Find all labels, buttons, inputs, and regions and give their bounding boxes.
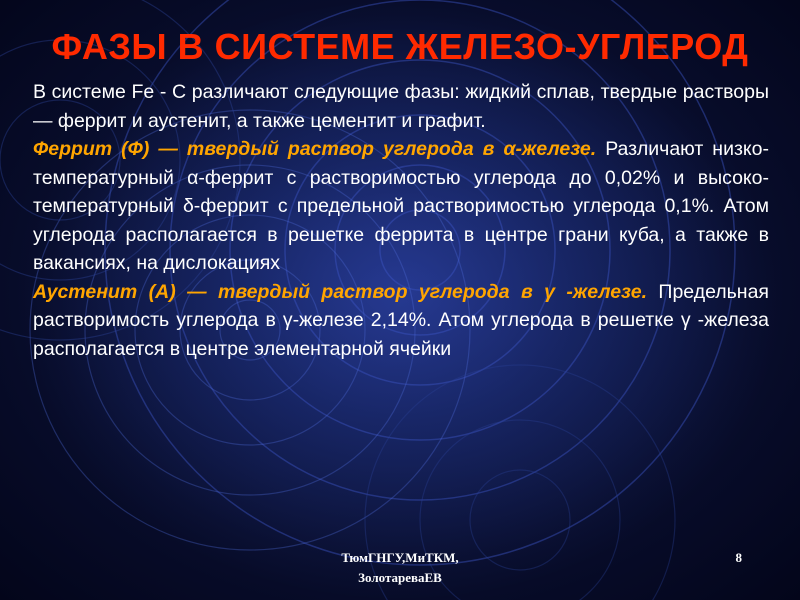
footer-institution: ТюмГНГУ,МиТКМ, [341, 550, 459, 565]
intro-paragraph: В системе Fe - С различают следующие фазы: жидкий сплав, твердые растворы — феррит и аустенит, а также цементит и графит. [33, 81, 769, 132]
austenite-text: Предельная растворимость углерода в γ-железе 2,14%. Атом углерода в решетке γ -железа располагается в центре элементарной ячейки [33, 280, 769, 360]
slide-title: ФАЗЫ В СИСТЕМЕ ЖЕЛЕЗО-УГЛЕРОД [51, 26, 749, 67]
austenite-paragraph [33, 278, 769, 364]
slide-footer [310, 548, 490, 588]
slide-content [33, 78, 769, 363]
ferrite-paragraph [33, 135, 769, 278]
austenite-heading: Аустенит (А) — твердый раствор углерода в γ -железе. [33, 280, 648, 303]
ferrite-heading: Феррит (Ф) — твердый раствор углерода в α-железе. [33, 138, 597, 160]
slide-number: 8 [735, 550, 742, 565]
ferrite-text: Различают низко-температурный α-феррит с растворимостью углерода до 0,02% и высоко-температурный δ-феррит с предельной растворимостью углерода 0,1%. Атом углерода располагается в решетке феррита в центре грани куба, а также в вакансиях, на дислокациях [33, 138, 769, 274]
footer-author: ЗолотареваЕВ [358, 570, 442, 585]
